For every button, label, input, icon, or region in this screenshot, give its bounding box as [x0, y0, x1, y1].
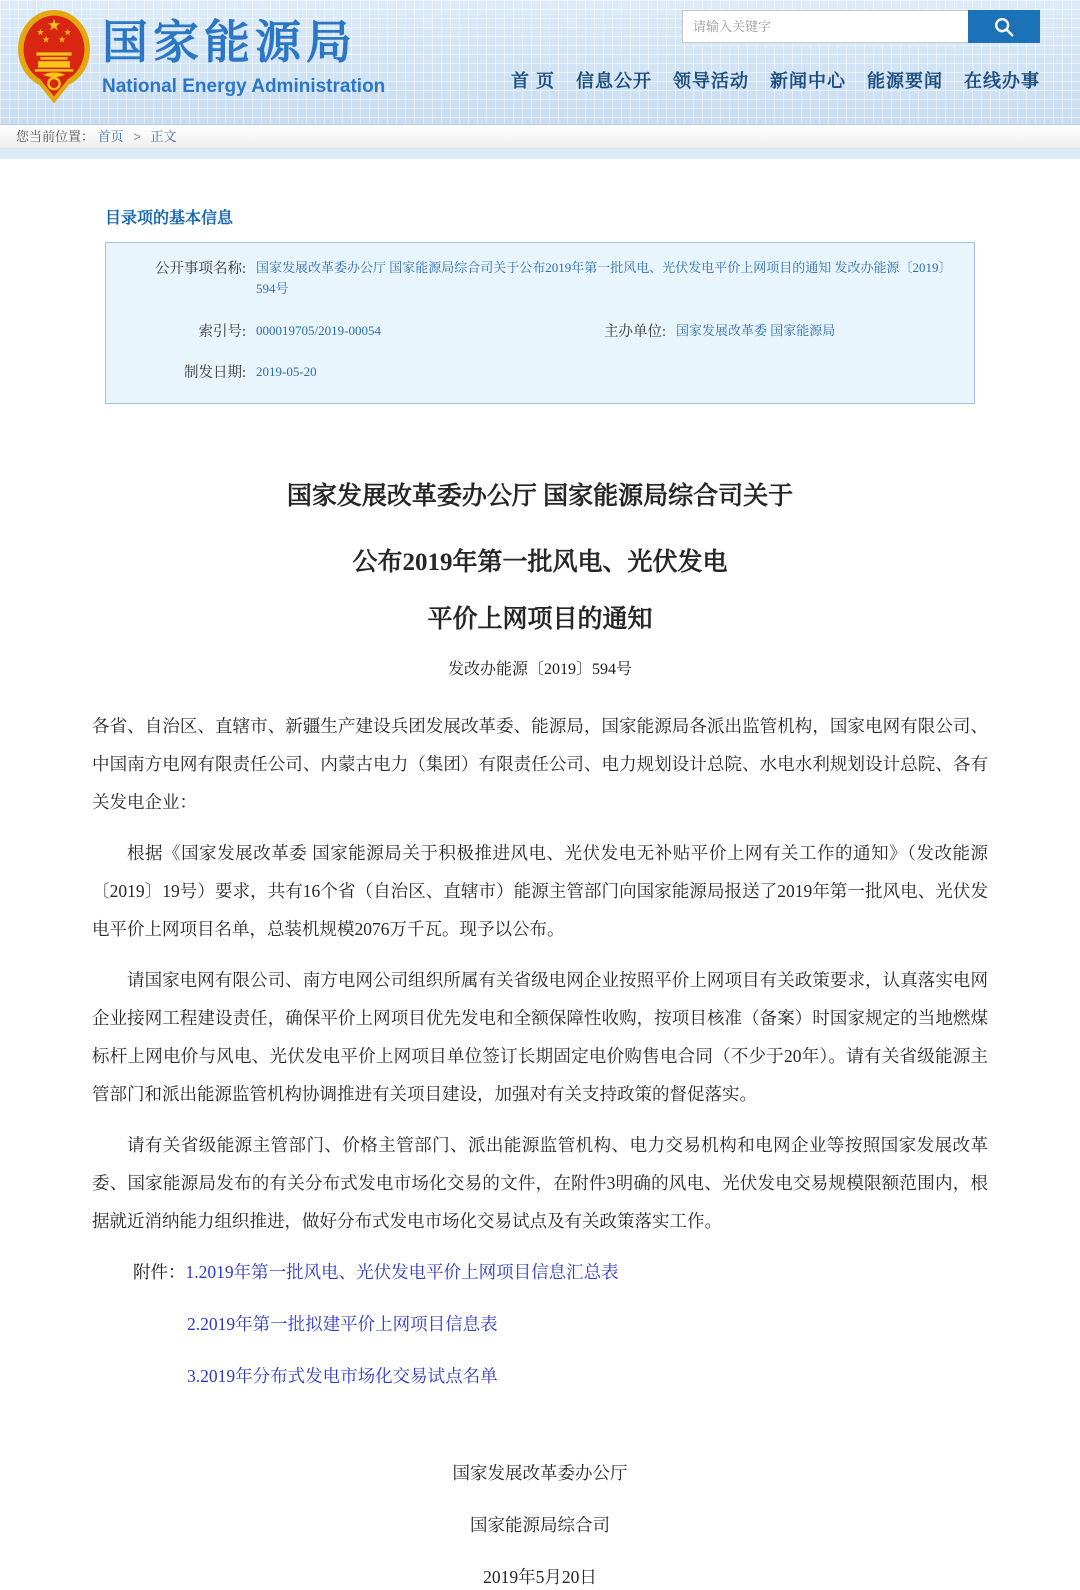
catalog-name-label: 公开事项名称: [154, 261, 246, 277]
catalog-name-value: 国家发展改革委办公厅 国家能源局综合司关于公布2019年第一批风电、光伏发电平价上网项目的通知 发改办能源〔2019〕594号 [256, 260, 946, 297]
catalog-index-label: 索引号: [198, 323, 246, 340]
paragraph-market-trading: 请有关省级能源主管部门、价格主管部门、派出能源监管机构、电力交易机构和电网企业等按照国家发展改革委、国家能源局发布的有关分布式发电市场化交易的文件，在附件3明确的风电、光伏发电交易规模限额范围内，根据就近消纳能力组织推进，做好分布式发电市场化交易试点及有关政策落实工作。 [92, 1134, 988, 1231]
attachments-label: 附件： [133, 1261, 186, 1282]
document-body [92, 707, 988, 1240]
attachment-line-1 [133, 1254, 988, 1290]
paragraph-grid-requirements: 请国家电网有限公司、南方电网公司组织所属有关省级电网企业按照平价上网项目有关政策要求，认真落实电网企业接网工程建设责任，确保平价上网项目优先发电和全额保障性收购，按项目核准（备案）时国家规定的当地燃煤标杆上网电价与风电、光伏发电平价上网项目单位签订长期固定电价购售电合同（不少于20年）。请有关省级能源主管部门和派出能源监管机构协调推进有关项目建设，加强对有关支持政策的督促落实。 [92, 969, 988, 1104]
divider-strip [0, 149, 1080, 159]
brand [102, 6, 385, 98]
breadcrumb-home-link[interactable]: 首页 [97, 129, 124, 144]
breadcrumb [0, 125, 1080, 149]
attachment-link-2[interactable]: 2.2019年第一批拟建平价上网项目信息表 [187, 1313, 498, 1334]
nav-item-home[interactable]: 首 页 [510, 71, 555, 91]
signature-block [0, 1460, 1080, 1590]
document-title-line2: 公布2019年第一批风电、光伏发电 [352, 548, 728, 576]
nav-item-info-disclosure[interactable]: 信息公开 [576, 71, 652, 91]
national-emblem-icon [14, 6, 94, 110]
attachment-link-1[interactable]: 1.2019年第一批风电、光伏发电平价上网项目信息汇总表 [185, 1261, 619, 1282]
breadcrumb-separator: > [133, 129, 141, 144]
site-title: 国家能源局 [102, 16, 357, 68]
catalog-date-label: 制发日期: [183, 365, 246, 382]
site-subtitle: National Energy Administration [102, 76, 386, 97]
search-button[interactable] [968, 10, 1040, 43]
attachments [133, 1254, 988, 1394]
attachment-line-3 [133, 1358, 988, 1394]
catalog-row-name [106, 257, 964, 300]
paragraph-addressees: 各省、自治区、直辖市、新疆生产建设兵团发展改革委、能源局，国家能源局各派出监管机构，国家电网有限公司、中国南方电网有限责任公司、内蒙古电力（集团）有限责任公司、电力规划设计总院、水电水利规划设计总院、各有关发电企业： [92, 715, 988, 812]
breadcrumb-prefix: 您当前位置： [16, 129, 95, 144]
catalog-row-index-org [106, 320, 964, 341]
search-icon [993, 16, 1015, 38]
document-title-line1: 国家发展改革委办公厅 国家能源局综合司关于 [286, 482, 794, 510]
signature-agency-1: 国家发展改革委办公厅 [452, 1462, 628, 1483]
nav-item-news-center[interactable]: 新闻中心 [770, 71, 846, 91]
catalog-info-box [105, 242, 975, 404]
signature-date: 2019年5月20日 [483, 1566, 597, 1587]
content-area [0, 159, 1080, 1590]
search-bar [682, 10, 1040, 43]
document-number: 发改办能源〔2019〕594号 [447, 660, 632, 678]
search-input[interactable] [682, 10, 968, 43]
catalog-heading: 目录项的基本信息 [105, 210, 234, 227]
site-header [0, 0, 1080, 125]
catalog-row-date [106, 361, 964, 382]
document-title-line3: 平价上网项目的通知 [427, 605, 653, 633]
nav-item-leader-activities[interactable]: 领导活动 [673, 71, 749, 91]
paragraph-basis: 根据《国家发展改革委 国家能源局关于积极推进风电、光伏发电无补贴平价上网有关工作的通知》（发改能源〔2019〕19号）要求，共有16个省（自治区、直辖市）能源主管部门向国家能源局报送了2019年第一批风电、光伏发电平价上网项目名单，总装机规模2076万千瓦。现予以公布。 [92, 842, 988, 939]
attachment-link-3[interactable]: 3.2019年分布式发电市场化交易试点名单 [187, 1365, 498, 1386]
catalog-org-label: 主办单位: [603, 323, 666, 340]
signature-agency-2: 国家能源局综合司 [470, 1514, 610, 1535]
breadcrumb-current-link[interactable]: 正文 [150, 129, 177, 144]
catalog-index-value: 000019705/2019-00054 [256, 322, 381, 338]
nav-item-online-services[interactable]: 在线办事 [964, 71, 1040, 91]
attachment-line-2 [133, 1306, 988, 1342]
document [0, 480, 1080, 1590]
nav-item-energy-news[interactable]: 能源要闻 [867, 71, 943, 91]
catalog-org-value: 国家发展改革委 国家能源局 [676, 322, 836, 338]
catalog-date-value: 2019-05-20 [256, 364, 317, 380]
main-nav [511, 67, 1040, 93]
